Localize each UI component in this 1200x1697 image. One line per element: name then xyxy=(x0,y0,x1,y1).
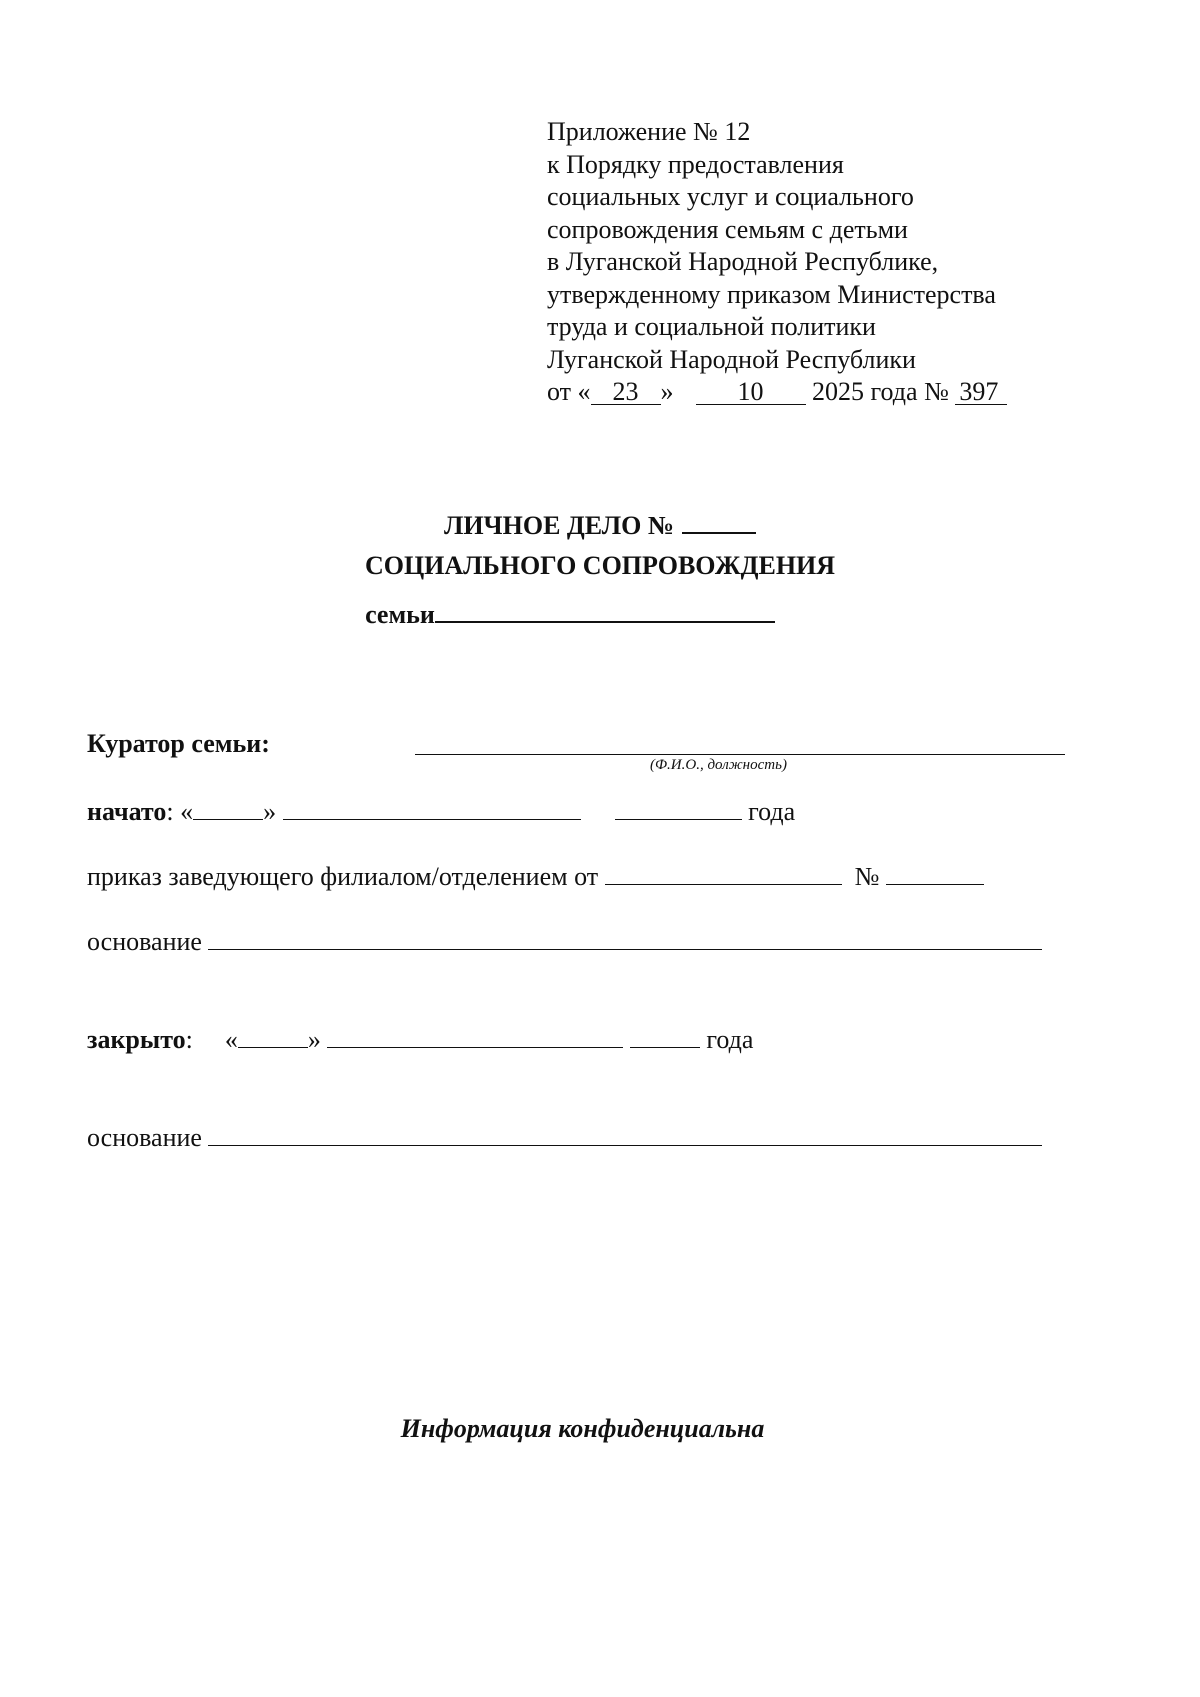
date-day: 23 xyxy=(591,380,661,405)
closed-basis-row xyxy=(87,1121,1042,1153)
order-text: приказ заведующего филиалом/отделением от xyxy=(87,862,599,891)
appendix-line: Луганской Народной Республики xyxy=(547,344,916,374)
closed-row xyxy=(87,1023,753,1055)
confidential-note: Информация конфиденциальна xyxy=(400,1414,765,1443)
started-day-blank xyxy=(193,795,263,820)
basis-label: основание xyxy=(87,927,202,956)
date-quote-close: » xyxy=(660,377,674,406)
appendix-line: утвержденному приказом Министерства xyxy=(547,279,996,309)
date-prefix: от « xyxy=(547,377,591,406)
family-name-blank xyxy=(435,597,775,623)
started-year-word: года xyxy=(748,797,796,826)
order-date-blank xyxy=(605,860,842,885)
order-number: 397 xyxy=(955,380,1007,405)
closed-colon: : xyxy=(185,1025,193,1054)
started-label: начато xyxy=(87,797,167,826)
started-row xyxy=(87,795,795,827)
basis-row xyxy=(87,925,1042,957)
curator-label: Куратор семьи: xyxy=(87,729,270,758)
date-year-text: 2025 года № xyxy=(812,377,949,406)
appendix-block xyxy=(547,116,1107,409)
order-number-sign: № xyxy=(854,862,880,891)
started-colon: : xyxy=(166,797,174,826)
closed-day-blank xyxy=(238,1023,308,1048)
curator-hint: (Ф.И.О., должность) xyxy=(650,757,787,773)
case-title-text: ЛИЧНОЕ ДЕЛО № xyxy=(443,511,675,540)
family-title xyxy=(0,597,1200,630)
date-month: 10 xyxy=(696,380,806,405)
started-close-quote: » xyxy=(263,797,277,826)
started-month-blank xyxy=(283,795,581,820)
case-number-blank xyxy=(682,508,756,534)
order-number-blank xyxy=(886,860,984,885)
started-open-quote: « xyxy=(180,797,194,826)
closed-label: закрыто xyxy=(87,1025,186,1054)
closed-basis-label: основание xyxy=(87,1123,202,1152)
appendix-line: сопровождения семьям с детьми xyxy=(547,214,908,244)
closed-year-blank xyxy=(630,1023,700,1048)
appendix-line: Приложение № 12 xyxy=(547,117,751,146)
appendix-line: к Порядку предоставления xyxy=(547,149,844,179)
appendix-line: в Луганской Народной Республике, xyxy=(547,247,939,276)
order-row xyxy=(87,860,984,892)
closed-year-word: года xyxy=(706,1025,754,1054)
appendix-line: труда и социальной политики xyxy=(547,312,876,341)
curator-blank xyxy=(415,754,1065,755)
family-label: семьи xyxy=(365,600,435,629)
started-year-blank xyxy=(615,795,742,820)
case-title xyxy=(0,508,1200,541)
basis-blank xyxy=(208,925,1042,950)
closed-open-quote: « xyxy=(224,1025,238,1054)
appendix-date-line xyxy=(547,376,1107,409)
closed-month-blank xyxy=(327,1023,623,1048)
appendix-line: социальных услуг и социального xyxy=(547,182,914,211)
closed-basis-blank xyxy=(208,1121,1042,1146)
case-subtitle: СОЦИАЛЬНОГО СОПРОВОЖДЕНИЯ xyxy=(364,551,836,580)
closed-close-quote: » xyxy=(307,1025,321,1054)
